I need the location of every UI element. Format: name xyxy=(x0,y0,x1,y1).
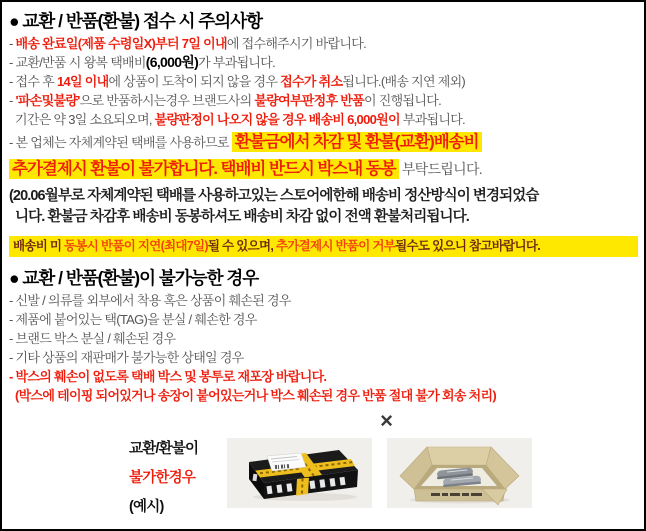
text-segment: 배송비 미 xyxy=(13,239,65,253)
impossible-item: - 브랜드 박스 분실 / 훼손된 경우 xyxy=(9,331,176,346)
open-box-illustration xyxy=(387,438,532,508)
x-mark: × xyxy=(380,408,393,433)
open-box-photo xyxy=(387,438,532,508)
text-segment: 에 접수해주시기 바랍니다. xyxy=(226,36,367,51)
taped-shoebox-illustration xyxy=(227,438,372,508)
example-area xyxy=(129,435,638,522)
text-segment: 가 부과됩니다. xyxy=(198,55,276,70)
impossible-item: - 기타 상품의 재판매가 불가능한 상태일 경우 xyxy=(9,350,244,365)
text-segment: 14일 이내 xyxy=(56,74,109,89)
impossible-item: - 제품에 붙어있는 택(TAG)을 분실 / 훼손한 경우 xyxy=(9,312,257,327)
text-segment: (6,000원) xyxy=(145,54,199,70)
text-segment: - 접수 후 xyxy=(9,74,57,89)
text-segment: 불량여부판정후 반품 xyxy=(254,93,365,108)
notice-line-enclose-fee xyxy=(9,156,638,183)
notice-line-policy-change-1: (20.06월부로 자체계약된 택배를 사용하고있는 스토어에한해 배송비 정산방식이 변경되었습 xyxy=(9,188,539,204)
text-segment: 부탁드립니다. xyxy=(398,161,482,177)
text-segment: 될 수 있으며, xyxy=(207,239,276,253)
notice-line-defect-judgement xyxy=(9,91,638,110)
text-segment: '파손및불량' xyxy=(15,93,80,108)
notice-line-cancel-after-14days xyxy=(9,72,638,91)
text-segment: 불량판정이 나오지 않을 경우 배송비 6,000원이 xyxy=(154,112,400,127)
notice-line-judgement-period xyxy=(9,110,638,129)
text-segment: 동봉시 반품이 지연(최대7일) xyxy=(64,239,208,253)
example-caption-line: 불가한경우 xyxy=(129,470,196,486)
text-segment: 접수가 취소 xyxy=(280,74,343,89)
example-caption-line: 교환/환불이 xyxy=(129,441,199,457)
taped-shoebox-photo xyxy=(227,438,372,508)
repack-warning-detail-line: (박스에 테이핑 되어있거나 송장이 붙어있는거나 박스 훼손된 경우 반품 절대 불가 회송 처리) xyxy=(15,388,496,403)
delay-warning-banner xyxy=(9,236,638,257)
example-caption-line: (예시) xyxy=(129,499,164,515)
text-segment: 으로 반품하시는경우 브랜드사의 xyxy=(79,93,255,108)
text-segment: 됩니다.(배송 지연 제외) xyxy=(342,74,466,89)
highlighted-text: 환불금에서 차감 및 환불(교환)배송비 xyxy=(232,132,482,152)
text-segment: - 교환/반품 시 왕복 택배비 xyxy=(9,55,146,70)
text-segment: - xyxy=(9,93,16,108)
highlighted-text: 추가결제시 환불이 불가합니다. 택배비 반드시 박스내 동봉 xyxy=(9,159,399,179)
text-segment: 에 상품이 도착이 되지 않을 경우 xyxy=(108,74,281,89)
text-segment: 될수도 있으니 참고바랍니다. xyxy=(395,239,540,253)
notice-line-policy-change-2: 니다. 환불금 차감후 배송비 동봉하셔도 배송비 차감 없이 전액 환불처리됩니다. xyxy=(15,209,469,225)
notice-line-shipping-fee xyxy=(9,53,638,72)
text-segment: 부과됩니다. xyxy=(399,112,465,127)
text-segment: 이 진행됩니다. xyxy=(364,93,441,108)
text-segment: - 본 업체는 자체계약된 택배를 사용하므로 xyxy=(9,135,232,150)
repack-warning-line: - 박스의 훼손이 없도록 택배 박스 및 봉투로 재포장 바랍니다. xyxy=(9,369,327,384)
text-segment: - xyxy=(9,36,16,51)
text-segment: 배송 완료일(제품 수령일X)부터 7일 이내 xyxy=(15,36,227,51)
text-segment: 추가결제시 반품이 거부 xyxy=(275,239,396,253)
notice-line-delivery-window xyxy=(9,34,638,53)
example-captions xyxy=(129,435,227,522)
impossible-item: - 신발 / 의류를 외부에서 착용 혹은 상품이 훼손된 경우 xyxy=(9,293,291,308)
notice-section-title: ● 교환 / 반품(환불) 접수 시 주의사항 xyxy=(9,11,263,31)
notice-line-refund-deduction xyxy=(9,129,638,156)
impossible-section-title: ● 교환 / 반품(환불)이 불가능한 경우 xyxy=(9,268,259,288)
text-segment: 기간은 약 3일 소요되오며, xyxy=(15,112,155,127)
